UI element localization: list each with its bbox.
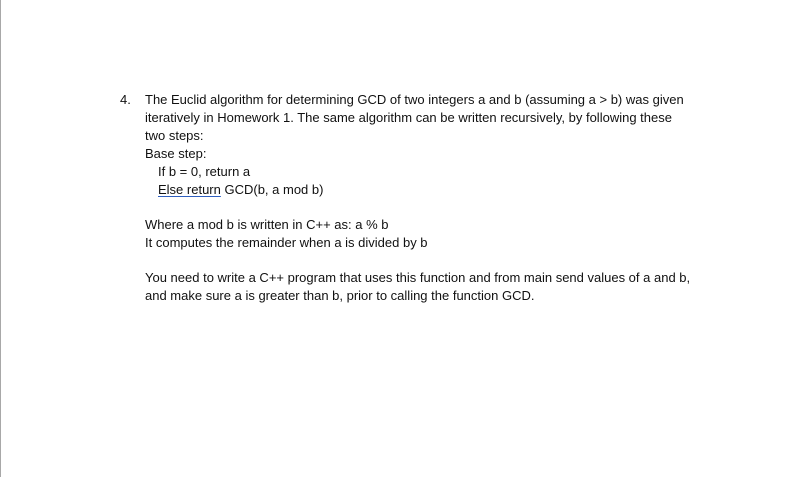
base-step-label: Base step:: [145, 146, 207, 161]
spacer: [145, 199, 720, 216]
task-line-2: and make sure a is greater than b, prior to calling the function GCD.: [145, 288, 535, 303]
question-number: 4.: [120, 92, 131, 107]
question-item: [120, 91, 720, 305]
intro-line-2: iteratively in Homework 1. The same algorithm can be written recursively, by following these: [145, 110, 672, 125]
task-line-1: You need to write a C++ program that uses this function and from main send values of a and b,: [145, 270, 691, 285]
remainder-line: It computes the remainder when a is divided by b: [145, 235, 428, 250]
else-line: [145, 181, 720, 199]
else-keyword: Else return: [158, 182, 221, 197]
mod-line: Where a mod b is written in C++ as: a % b: [145, 217, 389, 232]
intro-line-3: two steps:: [145, 128, 204, 143]
question-body: [145, 91, 720, 305]
if-line: If b = 0, return a: [158, 164, 251, 179]
else-rest: GCD(b, a mod b): [220, 182, 324, 197]
intro-line-1: The Euclid algorithm for determining GCD of two integers a and b (assuming a > b) was given: [145, 92, 684, 107]
spacer: [145, 252, 720, 269]
